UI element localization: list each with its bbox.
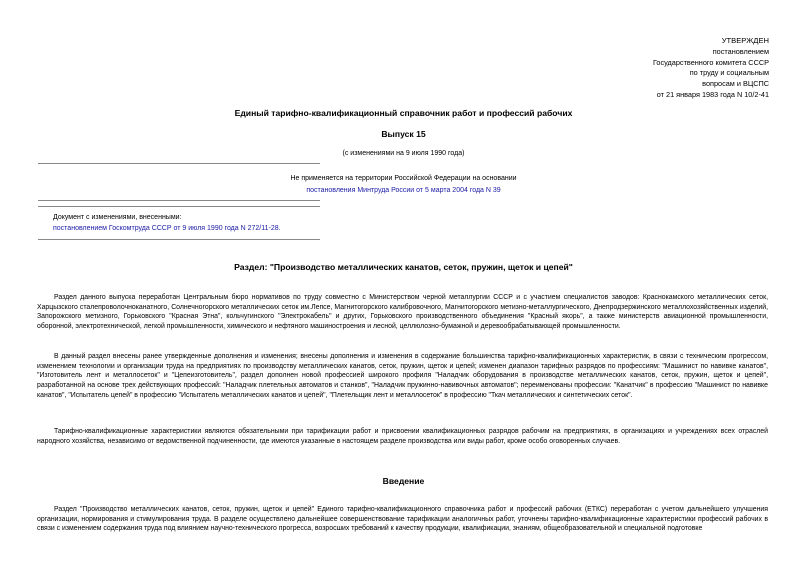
approval-line: вопросам и ВЦСПС — [702, 79, 769, 89]
approval-line: от 21 января 1983 года N 10/2-41 — [656, 89, 769, 99]
introduction-title: Введение — [382, 476, 425, 486]
section-paragraph: Тарифно-квалификационные характеристики являются обязательными при тарификации работ и присвоении квалификационных разрядов рабочим на предприятиях, в организациях и учреждениях всех отраслей народного хозяйства, независимо от ведомственной подчиненности, где имеются указанные в настоящем разделе производства или виды работ, кроме особо оговоренных случаев. — [37, 428, 768, 445]
amended-label: Документ с изменениями, внесенными: — [53, 214, 182, 221]
document-title: Единый тарифно-квалификационный справочник работ и профессий рабочих — [234, 108, 573, 118]
issue-number: Выпуск 15 — [381, 129, 426, 139]
divider — [38, 239, 320, 240]
section-title: Раздел: "Производство металлических канатов, сеток, пружин, щеток и цепей" — [234, 262, 573, 272]
approval-heading: УТВЕРЖДЕН — [721, 36, 769, 45]
divider — [38, 163, 320, 164]
approval-block — [653, 36, 769, 101]
section-paragraph: Раздел данного выпуска переработан Центральным бюро нормативов по труду совместно с Министерством черной металлургии СССР и с участием специалистов заводов: Краснокамского металлических сеток, Харцызского сталепроволочноканатного, Солнечногорского металлических сеток им.Лепсе, Магнитогорского калибровочного, Магнитогорского метизно-металлургического, Днепродзержинского металлохозяйственных изделий, Запорожского метизного, Горьковского "Красная Этна", кольчугинского "Электрокабель" и других, Горьковского производственного объединения "Красный якорь", а также министерств авиационной промышленности, оборонной, электротехнической, легкой промышленности, химического и нефтяного машиностроения и лесной, целлюлозно-бумажной и деревообрабатывающей промышленности. — [37, 294, 768, 330]
amended-link[interactable]: постановлением Госкомтруда СССР от 9 июля 1990 года N 272/11-28. — [53, 225, 281, 232]
section-paragraph: В данный раздел внесены ранее утвержденные дополнения и изменения; внесены дополнения и изменения в содержание большинства тарифно-квалификационных характеристик, в связи с техническим прогрессом, изменением технологии и организации труда на предприятиях по производству металлических канатов, сеток, пружин, щеток и цепей; изменен диапазон тарифных разрядов по профессиям: "Машинист по навивке канатов", "Изготовитель лент и металлосеток" и "Цепеизготовитель", раздел дополнен новой профессией широкого профиля "Наладчик оборудования в производстве металлических канатов, сеток, пружин, щеток и цепей", разработанной на основе трех действующих профессий: "Наладчик плетельных автоматов и станков", "Наладчик пружинно-навивочных автоматов"; переименованы профессии: "Канатчик" в профессию "Машинист по навивке канатов", "Испытатель цепей" в профессию "Испытатель металлических канатов и цепей", "Плетельщик лент и металлосеток" в профессию "Ткач металлических и синтетических сеток". — [37, 353, 768, 399]
approval-line: Государственного комитета СССР — [652, 57, 769, 67]
not-applied-note: Не применяется на территории Российской Федерации на основании — [290, 175, 517, 182]
approval-line: по труду и социальным — [689, 68, 769, 78]
divider — [38, 206, 320, 207]
changes-note: (с изменениями на 9 июля 1990 года) — [342, 150, 465, 157]
introduction-paragraph: Раздел "Производство металлических канатов, сеток, пружин, щеток и цепей" Единого тарифно-квалификационного справочника работ и профессий рабочих (ЕТКС) переработан с учетом дальнейшего улучшения организации, нормирования и стимулирования труда. В разделе осуществлено дальнейшее совершенствование тарификации аналогичных работ, уточнены тарифно-квалификационные характеристики профессий рабочих в связи с изменением содержания труда под влиянием научно-технического прогресса, возросших требований к качеству продукции, квалификации, знаниям, общеобразовательной и специальной подготовке — [37, 506, 768, 533]
not-applied-link[interactable]: постановления Минтруда России от 5 марта 2004 года N 39 — [306, 187, 501, 194]
divider — [38, 200, 320, 201]
approval-line: постановлением — [712, 46, 769, 56]
